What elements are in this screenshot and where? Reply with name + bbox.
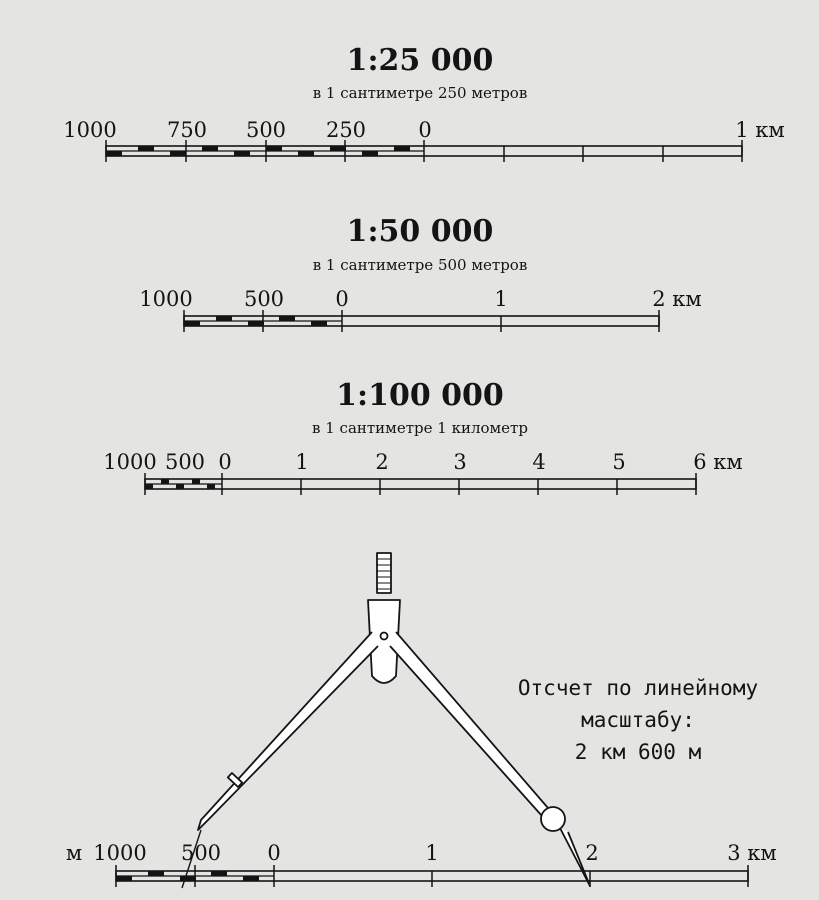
note-line-1: Отсчет по линейному bbox=[517, 676, 759, 700]
scale-4-label-3km: 3 км bbox=[727, 841, 777, 865]
scale-3-label-0: 0 bbox=[218, 450, 232, 474]
scale-2-label-1000: 1000 bbox=[139, 287, 193, 311]
scale-1-label-0: 0 bbox=[418, 118, 432, 142]
dividers-right-leg bbox=[390, 632, 548, 816]
scale-3-label-1000: 1000 bbox=[103, 450, 157, 474]
scale-2-label-2km: 2 км bbox=[652, 287, 702, 311]
scale-1-subtitle: в 1 сантиметре 250 метров bbox=[312, 84, 528, 102]
scale-3-subtitle: в 1 сантиметре 1 километр bbox=[312, 419, 528, 437]
scale-1-label-1000: 1000 bbox=[63, 118, 117, 142]
scale-1-title: 1:25 000 bbox=[346, 43, 494, 78]
scale-3-bar bbox=[145, 473, 696, 495]
scale-4-label-1000: 1000 bbox=[93, 841, 147, 865]
scale-1-label-750: 750 bbox=[166, 118, 208, 142]
reading-note bbox=[518, 676, 758, 764]
scale-1-25000 bbox=[63, 43, 784, 162]
scale-1-label-250: 250 bbox=[325, 118, 367, 142]
note-line-3: 2 км 600 м bbox=[574, 740, 702, 764]
dividers-compass bbox=[182, 553, 590, 888]
scale-3-label-5: 5 bbox=[612, 450, 626, 474]
scale-3-label-1: 1 bbox=[295, 450, 309, 474]
scale-2-label-0: 0 bbox=[335, 287, 349, 311]
scale-2-label-500: 500 bbox=[243, 287, 285, 311]
scale-3-label-2: 2 bbox=[375, 450, 389, 474]
dividers-left-leg bbox=[198, 632, 378, 830]
scale-1-label-500: 500 bbox=[245, 118, 287, 142]
scale-3-label-500: 500 bbox=[164, 450, 206, 474]
scale-reading-example bbox=[66, 841, 777, 887]
scale-4-label-500: 500 bbox=[180, 841, 222, 865]
scale-4-label-0: 0 bbox=[267, 841, 281, 865]
scale-2-label-1: 1 bbox=[494, 287, 508, 311]
scale-2-title: 1:50 000 bbox=[346, 214, 494, 249]
dividers-adjust-wheel bbox=[541, 807, 565, 831]
scale-4-label-2: 2 bbox=[585, 841, 599, 865]
scale-3-label-6km: 6 км bbox=[693, 450, 743, 474]
scale-4-unit-m: м bbox=[65, 841, 83, 865]
scale-4-label-1: 1 bbox=[425, 841, 439, 865]
scale-1-50000 bbox=[139, 214, 701, 332]
scale-3-label-3: 3 bbox=[453, 450, 467, 474]
dividers-hinge-pin bbox=[381, 633, 388, 640]
scale-3-label-4: 4 bbox=[532, 450, 546, 474]
note-line-2: масштабу: bbox=[581, 708, 695, 732]
scale-4-bar bbox=[116, 865, 748, 887]
scale-3-title: 1:100 000 bbox=[336, 378, 504, 413]
scale-1-bar bbox=[106, 140, 742, 162]
scale-1-100000 bbox=[103, 378, 742, 495]
scale-1-label-1km: 1 км bbox=[735, 118, 785, 142]
scale-2-bar bbox=[184, 310, 659, 332]
scale-2-subtitle: в 1 сантиметре 500 метров bbox=[312, 256, 528, 274]
